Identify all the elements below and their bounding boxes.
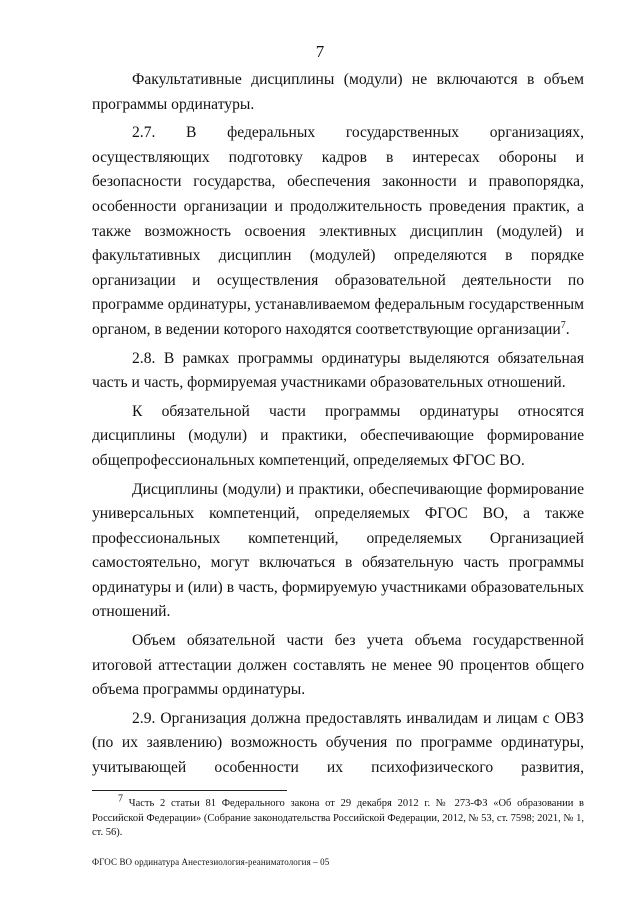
- footnote-separator: [92, 790, 287, 791]
- document-body: [92, 68, 584, 785]
- footnote-marker: 7: [118, 793, 123, 805]
- paragraph-2-7-text: 2.7. В федеральных государственных организациях, осуществляющих подготовку кадров в интересах обороны и безопасности государства, обеспечения законности и правопорядка, особенности организации и продолжительность проведения практик, а также возможность освоения элективных дисциплин (модулей) и факультативных дисциплин (модулей) определяются в порядке организации и осуществления образовательной деятельности по программе ординатуры, устанавливаемом федеральным государственным органом, в ведении которого находятся соответствующие организации: [92, 124, 584, 338]
- footnote: [92, 793, 585, 841]
- paragraph-2-7: 2.7. В федеральных государственных организациях, осуществляющих подготовку кадров в интересах обороны и безопасности государства, обеспечения законности и правопорядка, особенности организации и продолжительность проведения практик, а также возможность освоения элективных дисциплин (модулей) и факультативных дисциплин (модулей) определяются в порядке организации и осуществления образовательной деятельности по программе ординатуры, устанавливаемом федеральным государственным органом, в ведении которого находятся соответствующие организации$^7$.: [92, 124, 584, 338]
- paragraph-optional-disciplines: Факультативные дисциплины (модули) не включаются в объем программы ординатуры.: [92, 71, 584, 113]
- footnote-reference: 7: [560, 319, 566, 331]
- paragraph-2-9: 2.9. Организация должна предоставлять инвалидам и лицам с ОВЗ (по их заявлению) возможность обучения по программе ординатуры, учитывающей особенности их психофизического развития,: [92, 709, 584, 777]
- page-number: 7: [315, 42, 325, 61]
- paragraph-competencies: Дисциплины (модули) и практики, обеспечивающие формирование универсальных компетенций, определяемых ФГОС ВО, а также профессиональных компетенций, определяемых Организацией самостоятельно, могут включаться в обязательную часть программы ординатуры и (или) в часть, формируемую участниками образовательных отношений.: [92, 480, 584, 621]
- page-footer: ФГОС ВО ординатура Анестезиология-реаниматология – 05: [92, 857, 330, 867]
- paragraph-mandatory-part: К обязательной части программы ординатуры относятся дисциплины (модули) и практики, обеспечивающие формирование общепрофессиональных компетенций, определяемых ФГОС ВО.: [92, 402, 584, 469]
- footnote-text: Часть 2 статьи 81 Федерального закона от 29 декабря 2012 г. № 273-ФЗ «Об образовании в Российской Федерации» (Собрание законодательства Российской Федерации, 2012, № 53, ст. 7598; 2021, № 1, ст. 56).: [92, 798, 585, 838]
- paragraph-2-8: 2.8. В рамках программы ординатуры выделяются обязательная часть и часть, формируемая участниками образовательных отношений.: [92, 349, 584, 392]
- paragraph-mandatory-volume: Объем обязательной части без учета объема государственной итоговой аттестации должен составлять не менее 90 процентов общего объема программы ординатуры.: [92, 632, 584, 699]
